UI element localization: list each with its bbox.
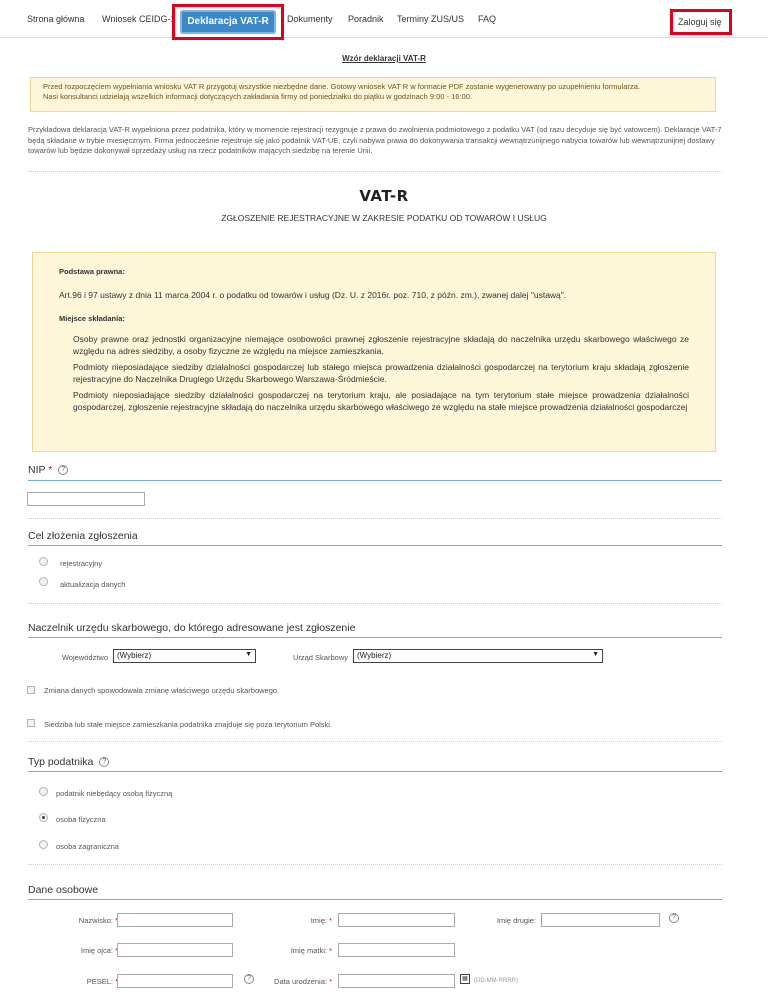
- submission-place-paragraph: Podmioty nieposiadające siedziby działalności gospodarczej na terytorium kraju, ale posiadające na tym terytorium stałe miejsce prowadzenia działalności gospodarczej, zgłoszenie rejestracyjne składają do naczelnika urzędu skarbowego właściwego ze względu na stałe miejsce prowadzenia działalności gospodarczej: [73, 390, 689, 412]
- voivodeship-value: (Wybierz): [117, 651, 152, 660]
- purpose-radio-update[interactable]: [39, 577, 48, 586]
- divider: [28, 171, 722, 172]
- taxpayer-heading-label: Typ podatnika: [28, 756, 94, 768]
- personal-heading: Dane osobowe: [28, 884, 99, 896]
- taxpayer-label-non-person: podatnik niebędący osobą fizyczną: [56, 789, 173, 798]
- first-name-label: [250, 916, 332, 925]
- foreign-seat-label: Siedziba lub stałe miejsce zamieszkania podatnika znajduje się poza terytorium Polski.: [44, 720, 333, 729]
- tax-office-select[interactable]: [353, 649, 603, 663]
- surname-label-text: Nazwisko:: [78, 916, 113, 925]
- voivodeship-label: Województwo: [61, 653, 108, 662]
- nav-item-vatr-highlight: [172, 4, 284, 40]
- tax-office-label: Urząd Skarbowy: [292, 653, 348, 662]
- surname-input[interactable]: [117, 913, 233, 927]
- taxpayer-radio-foreign[interactable]: [39, 840, 48, 849]
- mother-name-input[interactable]: [338, 943, 455, 957]
- nav-item-faq[interactable]: FAQ: [478, 14, 497, 24]
- taxpayer-radio-non-person[interactable]: [39, 787, 48, 796]
- submission-place-heading: Miejsce składania:: [59, 314, 125, 323]
- required-mark: *: [48, 464, 53, 476]
- divider: [28, 603, 722, 604]
- legal-basis-box: [32, 252, 716, 452]
- dropdown-arrow-icon: ▼: [245, 651, 252, 658]
- office-change-checkbox[interactable]: [27, 686, 35, 694]
- intro-text: Przykładowa deklaracja VAT-R wypełniona przez podatnika, który w momencie rejestracji rezygnuje z prawa do zwolnienia podmiotowego z podatku VAT (od razu decyduje się być vatowcem). Deklaracje VAT-7 będą składane w trybie miesięcznym. Firma jednocześnie rejestruje się jako podatnik VAT-UE, czyli nabywa prawa do dokonywania transakcji wewnątrzunijnego nabycia towarów lub wewnątrzunijnej dostawy towarów lub będzie dokonywał sprzedaży usług na rzecz podatników mających siedzibę na terenie Unii.: [28, 125, 722, 155]
- foreign-seat-checkbox[interactable]: [27, 719, 35, 727]
- divider: [28, 741, 722, 742]
- nav-item-vatr[interactable]: Deklaracja VAT-R: [180, 10, 276, 34]
- legal-basis-heading: Podstawa prawna:: [59, 267, 125, 276]
- required-mark: *: [329, 946, 332, 955]
- mother-name-label: [250, 946, 332, 955]
- purpose-label-update: aktualizacja danych: [60, 580, 126, 589]
- section-line: [28, 480, 722, 481]
- section-line: [28, 771, 722, 772]
- pesel-label-text: PESEL:: [86, 977, 113, 986]
- nav-item-guide[interactable]: Poradnik: [348, 14, 384, 24]
- pesel-input[interactable]: [117, 974, 233, 988]
- birth-date-label: [255, 977, 332, 986]
- document-subtitle: ZGŁOSZENIE REJESTRACYJNE W ZAKRESIE PODATKU OD TOWARÓW I USŁUG: [221, 213, 547, 223]
- section-line: [28, 545, 722, 546]
- help-circle-icon[interactable]: ?: [244, 974, 254, 984]
- taxpayer-radio-person[interactable]: [39, 813, 48, 822]
- dropdown-arrow-icon: ▼: [592, 651, 599, 658]
- help-circle-icon[interactable]: ?: [99, 757, 109, 767]
- office-change-label: Zmiana danych spowodowała zmianę właściwego urzędu skarbowego.: [44, 686, 280, 695]
- second-name-input[interactable]: [541, 913, 660, 927]
- date-format-hint: (DD-MM-RRRR): [474, 978, 518, 984]
- taxpayer-heading: [28, 756, 109, 768]
- notice-line-1: Przed rozpoczęciem wypełniania wniosku VAT R przygotuj wszystkie niezbędne dane. Gotowy wniosek VAT R w formacie PDF zostanie wygenerowany po uzupełnieniu formularza.: [43, 82, 640, 91]
- nip-heading: [28, 464, 68, 476]
- father-name-label-text: Imię ojca:: [80, 946, 113, 955]
- purpose-label-registration: rejestracyjny: [60, 559, 103, 568]
- help-circle-icon[interactable]: ?: [58, 465, 68, 475]
- nip-input[interactable]: [27, 492, 145, 506]
- purpose-heading: Cel złożenia zgłoszenia: [28, 530, 138, 542]
- second-name-label: Imię drugie:: [496, 916, 536, 925]
- purpose-radio-registration[interactable]: [39, 557, 48, 566]
- nav-item-deadlines[interactable]: Terminy ZUS/US: [397, 14, 465, 24]
- notice-line-2: Nasi konsultanci udzielają wszelkich informacji dotyczących zakładania firmy od poniedziałku do piątku w godzinach 9:00 - 16:00.: [43, 91, 472, 101]
- nav-item-home[interactable]: Strona główna: [27, 14, 85, 24]
- father-name-label: [40, 946, 118, 955]
- divider: [28, 518, 722, 519]
- calendar-icon[interactable]: ▦: [460, 974, 470, 984]
- nip-label: NIP: [28, 464, 46, 476]
- sample-declaration-link[interactable]: Wzór deklaracji VAT-R: [342, 54, 426, 63]
- taxpayer-label-person: osoba fizyczna: [56, 815, 106, 824]
- section-line: [28, 899, 722, 900]
- login-link[interactable]: Zaloguj się: [678, 17, 722, 27]
- nav-item-ceidg[interactable]: Wniosek CEIDG-1: [102, 14, 176, 24]
- top-navigation: [0, 0, 768, 38]
- birth-date-input[interactable]: [338, 974, 455, 988]
- father-name-input[interactable]: [117, 943, 233, 957]
- mother-name-label-text: Imię matki:: [290, 946, 327, 955]
- pesel-label: [40, 977, 118, 986]
- first-name-label-text: Imię:: [310, 916, 327, 925]
- section-line: [28, 637, 722, 638]
- info-notice: [30, 77, 716, 112]
- office-heading: Naczelnik urzędu skarbowego, do którego adresowane jest zgłoszenie: [28, 622, 356, 634]
- first-name-input[interactable]: [338, 913, 455, 927]
- voivodeship-select[interactable]: [113, 649, 256, 663]
- login-highlight: [670, 9, 732, 35]
- submission-place-paragraph: Osoby prawne oraz jednostki organizacyjne niemające osobowości prawnej zgłoszenie rejestracyjne składają do naczelnika urzędu skarbowego właściwego ze względu na adres siedziby, a osoby fizyczne ze względu na miejsce zamieszkania.: [73, 334, 689, 356]
- birth-date-label-text: Data urodzenia:: [274, 977, 327, 986]
- document-title: VAT-R: [359, 187, 409, 205]
- submission-place-paragraph: Podmioty nieposiadające siedziby działalności gospodarczej lub stałego miejsca prowadzenia działalności gospodarczej na terytorium kraju składają zgłoszenie rejestracyjne do Naczelnika Drugiego Urzędu Skarbowego Warszawa-Śródmieście.: [73, 362, 689, 384]
- divider: [28, 864, 722, 865]
- required-mark: *: [329, 977, 332, 986]
- tax-office-value: (Wybierz): [357, 651, 392, 660]
- surname-label: [40, 916, 118, 925]
- taxpayer-label-foreign: osoba zagraniczna: [56, 842, 119, 851]
- nav-item-documents[interactable]: Dokumenty: [287, 14, 333, 24]
- help-circle-icon[interactable]: ?: [669, 913, 679, 923]
- required-mark: *: [329, 916, 332, 925]
- legal-basis-text: Art.96 i 97 ustawy z dnia 11 marca 2004 r. o podatku od towarów i usług (Dz. U. z 2016r. poz. 710, z późn. zm.), zwanej dalej "ustawą".: [59, 290, 567, 300]
